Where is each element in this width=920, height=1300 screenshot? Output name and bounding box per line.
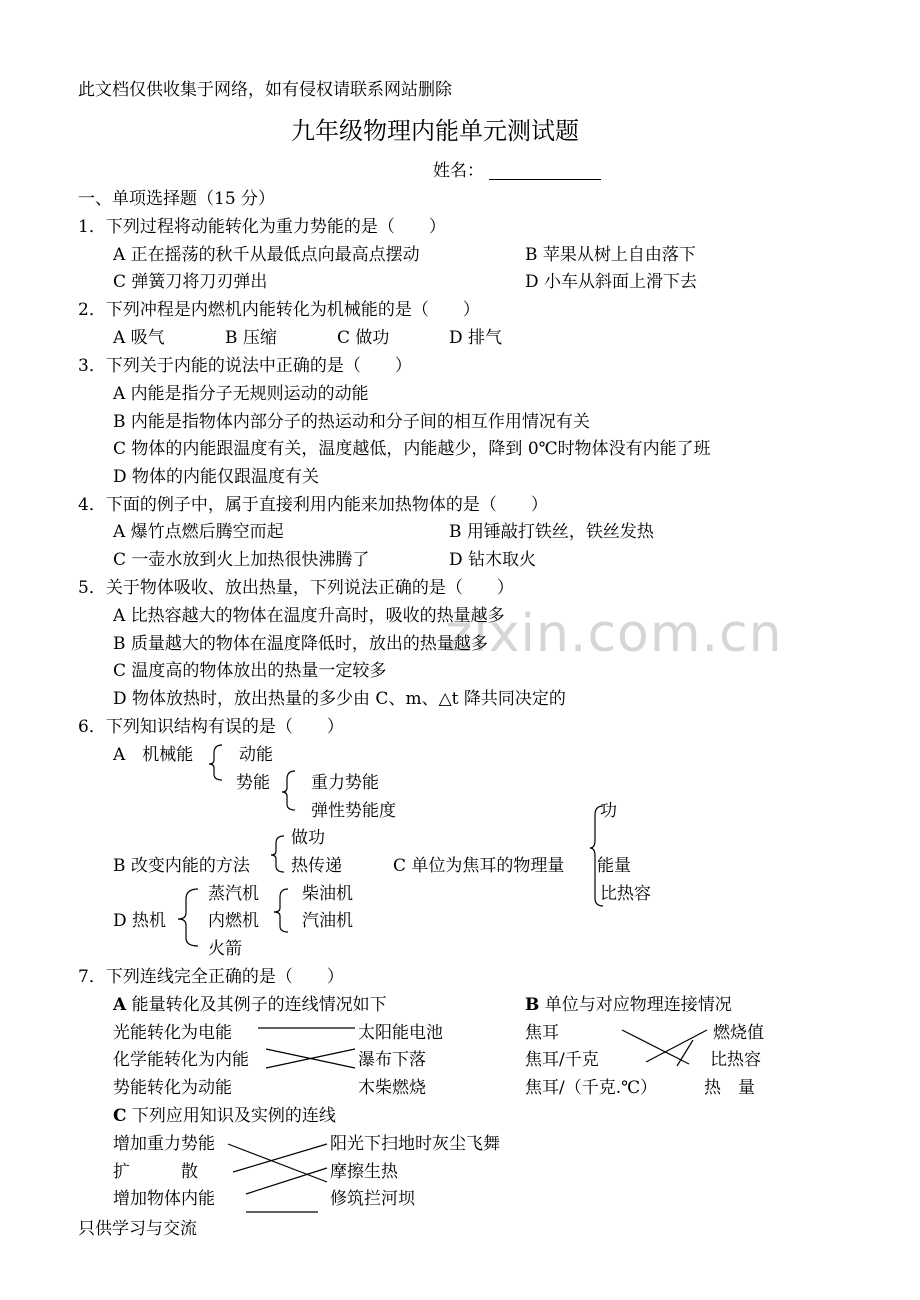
q6-b-work: 做功 [291, 828, 325, 848]
q7-c-right-3: 修筑拦河坝 [330, 1189, 415, 1209]
brace-joule-unit [590, 806, 603, 906]
q4-option-c: C 一壶水放到火上加热很快沸腾了 [113, 550, 370, 570]
q7-a-title-text: 能量转化及其例子的连线情况如下 [126, 995, 387, 1015]
q6-d-rocket: 火箭 [208, 939, 242, 959]
q6-d-gasoline: 汽油机 [302, 911, 353, 931]
q7-b-right-1: 燃烧值 [713, 1023, 764, 1043]
q6-a-kinetic: 动能 [239, 745, 273, 765]
q2-option-b: B 压缩 [225, 328, 277, 348]
q6-stem: 6．下列知识结构有误的是（ ） [78, 717, 344, 737]
q5-option-a: A 比热容越大的物体在温度升高时，吸收的热量越多 [113, 606, 505, 626]
q5-stem: 5．关于物体吸收、放出热量，下列说法正确的是（ ） [78, 578, 514, 598]
q1-option-d: D 小车从斜面上滑下去 [525, 272, 698, 292]
q7-a-letter: A [113, 995, 127, 1015]
q2-option-c: C 做功 [337, 328, 390, 348]
q1-option-c: C 弹簧刀将刀刃弹出 [113, 272, 268, 292]
q7-b-letter: B [525, 995, 540, 1015]
q7-b-title-text: 单位与对应物理连接情况 [539, 995, 732, 1015]
q2-stem: 2．下列冲程是内燃机内能转化为机械能的是（ ） [78, 300, 480, 320]
q4-stem: 4．下面的例子中，属于直接利用内能来加热物体的是（ ） [78, 495, 548, 515]
brace-heat-engine [178, 889, 198, 946]
q3-stem: 3．下列关于内能的说法中正确的是（ ） [78, 356, 412, 376]
header-notice: 此文档仅供收集于网络，如有侵权请联系网站删除 [78, 80, 452, 100]
q7-a-right-2: 瀑布下落 [358, 1050, 426, 1070]
q1-stem: 1．下列过程将动能转化为重力势能的是（ ） [78, 217, 446, 237]
q6-d-ice: 内燃机 [208, 911, 259, 931]
q7-c-left-1: 增加重力势能 [113, 1134, 215, 1154]
q7-c-title-text: 下列应用知识及实例的连线 [126, 1106, 336, 1126]
line-c-3 [246, 1168, 327, 1194]
q6-a-potential: 势能 [236, 773, 270, 793]
q4-option-d: D 钻木取火 [449, 550, 537, 570]
q3-option-c: C 物体的内能跟温度有关，温度越低，内能越少，降到 0℃时物体没有内能了班 [113, 439, 711, 459]
q6-b-heat: 热传递 [291, 856, 342, 876]
q7-b-right-3: 热 量 [704, 1078, 755, 1098]
q7-c-right-1: 阳光下扫地时灰尘飞舞 [330, 1134, 500, 1154]
q6-c-work: 功 [600, 801, 617, 821]
q5-option-b: B 质量越大的物体在温度降低时，放出的热量越多 [113, 634, 488, 654]
q3-option-b: B 内能是指物体内部分子的热运动和分子间的相互作用情况有关 [113, 412, 590, 432]
q7-c-left-2: 扩 散 [113, 1162, 198, 1182]
q4-option-b: B 用锤敲打铁丝，铁丝发热 [449, 522, 654, 542]
q3-option-d: D 物体的内能仅跟温度有关 [113, 467, 320, 487]
q1-option-b: B 苹果从树上自由落下 [525, 245, 696, 265]
line-c-1 [228, 1144, 327, 1182]
q6-d-steam: 蒸汽机 [208, 884, 259, 904]
q7-b-left-1: 焦耳 [525, 1023, 559, 1043]
q6-a-label: A 机械能 [113, 745, 194, 765]
q7-a-right-1: 太阳能电池 [358, 1023, 443, 1043]
line-b-1 [622, 1030, 689, 1064]
q7-b-left-3: 焦耳/（千克.℃） [525, 1078, 658, 1098]
q6-a-elastic: 弹性势能度 [311, 801, 396, 821]
line-c-2 [233, 1144, 327, 1172]
q6-c-shc: 比热容 [600, 884, 651, 904]
q7-a-left-2: 化学能转化为内能 [113, 1050, 249, 1070]
q6-d-label: D 热机 [113, 911, 167, 931]
q2-option-d: D 排气 [449, 328, 503, 348]
q6-d-diesel: 柴油机 [302, 884, 353, 904]
brace-change-internal-energy [271, 836, 284, 872]
q6-a-gravity: 重力势能 [311, 773, 379, 793]
q6-c-energy: 能量 [597, 856, 631, 876]
q4-option-a: A 爆竹点燃后腾空而起 [113, 522, 284, 542]
q7-c-right-2: 摩擦生热 [330, 1162, 398, 1182]
q7-a-right-3: 木柴燃烧 [358, 1078, 426, 1098]
section-heading: 一、单项选择题（15 分） [78, 189, 276, 209]
q7-stem: 7．下列连线完全正确的是（ ） [78, 967, 344, 987]
name-label: 姓名： [433, 161, 484, 181]
q7-c-left-3: 增加物体内能 [113, 1189, 215, 1209]
page-title: 九年级物理内能单元测试题 [291, 117, 579, 145]
q6-b-label: B 改变内能的方法 [113, 856, 250, 876]
q7-c-letter: C [113, 1106, 127, 1126]
q7-b-left-2: 焦耳/千克 [525, 1050, 599, 1070]
q3-option-a: A 内能是指分子无规则运动的动能 [113, 384, 369, 404]
q7-b-right-2: 比热容 [710, 1050, 761, 1070]
q1-option-a: A 正在摇荡的秋千从最低点向最高点摆动 [113, 245, 420, 265]
q7-a-left-3: 势能转化为动能 [113, 1078, 232, 1098]
brace-mechanical-energy [209, 745, 222, 780]
q2-option-a: A 吸气 [113, 328, 165, 348]
q5-option-c: C 温度高的物体放出的热量一定较多 [113, 661, 387, 681]
q5-option-d: D 物体放热时，放出热量的多少由 C、m、△t 降共同决定的 [113, 689, 566, 709]
brace-potential-energy [282, 771, 295, 810]
q7-a-left-1: 光能转化为电能 [113, 1023, 232, 1043]
brace-internal-combustion [274, 889, 288, 932]
q6-c-label: C 单位为焦耳的物理量 [393, 856, 565, 876]
watermark: zixin.com.cn [445, 604, 783, 664]
footer-notice: 只供学习与交流 [78, 1219, 197, 1239]
